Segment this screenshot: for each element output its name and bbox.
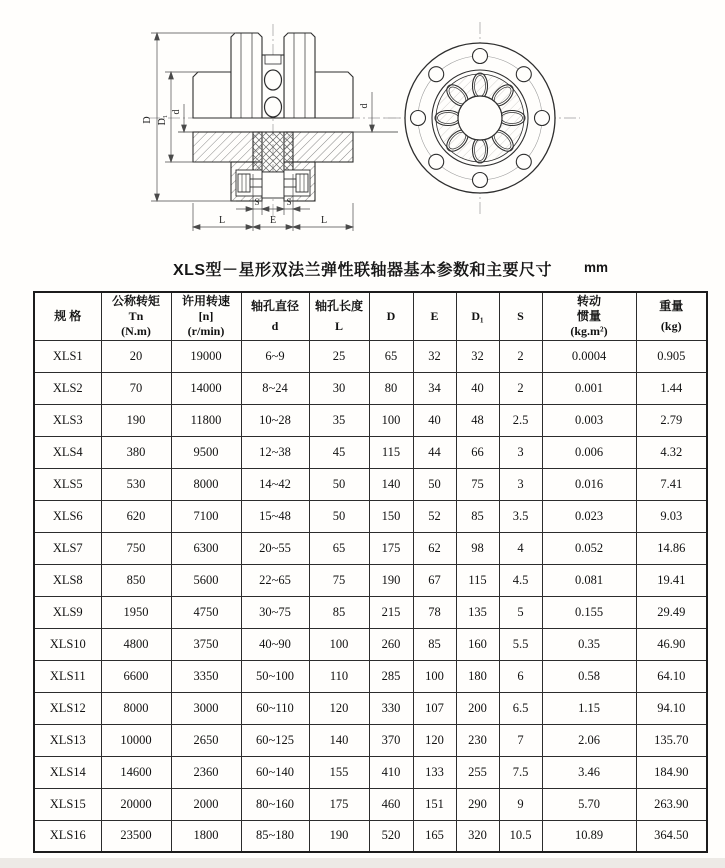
value-cell: 60~125 <box>241 724 309 756</box>
value-cell: 180 <box>456 660 499 692</box>
table-row <box>34 500 707 532</box>
spec-name-cell: XLS10 <box>34 628 101 660</box>
value-cell: 11800 <box>171 404 241 436</box>
column-header <box>456 292 499 340</box>
value-cell: 1950 <box>101 596 171 628</box>
value-cell: 263.90 <box>636 788 707 820</box>
value-cell: 29.49 <box>636 596 707 628</box>
value-cell: 34 <box>413 372 456 404</box>
column-header <box>171 292 241 340</box>
value-cell: 2360 <box>171 756 241 788</box>
value-cell: 85 <box>309 596 369 628</box>
value-cell: 4.32 <box>636 436 707 468</box>
value-cell: 20000 <box>101 788 171 820</box>
value-cell: 115 <box>369 436 413 468</box>
value-cell: 190 <box>309 820 369 852</box>
column-header <box>34 292 101 340</box>
value-cell: 3.5 <box>499 500 542 532</box>
value-cell: 200 <box>456 692 499 724</box>
value-cell: 46.90 <box>636 628 707 660</box>
header-line: 公称转矩 <box>111 294 160 309</box>
value-cell: 190 <box>369 564 413 596</box>
spec-name-cell: XLS7 <box>34 532 101 564</box>
value-cell: 85 <box>413 628 456 660</box>
value-cell: 50 <box>309 500 369 532</box>
value-cell: 85~180 <box>241 820 309 852</box>
value-cell: 10.5 <box>499 820 542 852</box>
value-cell: 0.081 <box>542 564 636 596</box>
value-cell: 115 <box>456 564 499 596</box>
header-row <box>34 292 707 340</box>
value-cell: 94.10 <box>636 692 707 724</box>
value-cell: 2.06 <box>542 724 636 756</box>
value-cell: 175 <box>309 788 369 820</box>
value-cell: 7.5 <box>499 756 542 788</box>
value-cell: 10~28 <box>241 404 309 436</box>
header-line: 轴孔直径 <box>250 299 299 314</box>
header-line: 许用转速 <box>181 294 230 309</box>
value-cell: 0.155 <box>542 596 636 628</box>
spec-name-cell: XLS1 <box>34 340 101 372</box>
unit-label: mm <box>584 260 609 275</box>
coupling-technical-drawing <box>0 0 725 252</box>
value-cell: 5.70 <box>542 788 636 820</box>
value-cell: 175 <box>369 532 413 564</box>
value-cell: 40 <box>456 372 499 404</box>
table-row <box>34 692 707 724</box>
dim-label-D1: D₁ <box>157 114 168 126</box>
value-cell: 4800 <box>101 628 171 660</box>
value-cell: 8000 <box>171 468 241 500</box>
value-cell: 6~9 <box>241 340 309 372</box>
header-line: Tn <box>128 308 144 323</box>
value-cell: 19.41 <box>636 564 707 596</box>
value-cell: 110 <box>309 660 369 692</box>
table-row <box>34 340 707 372</box>
value-cell: 12~38 <box>241 436 309 468</box>
value-cell: 750 <box>101 532 171 564</box>
table-row <box>34 564 707 596</box>
value-cell: 44 <box>413 436 456 468</box>
spec-name-cell: XLS2 <box>34 372 101 404</box>
value-cell: 135.70 <box>636 724 707 756</box>
header-line: (r/min) <box>187 323 225 338</box>
value-cell: 0.052 <box>542 532 636 564</box>
value-cell: 3 <box>499 436 542 468</box>
table-row <box>34 756 707 788</box>
value-cell: 3350 <box>171 660 241 692</box>
value-cell: 150 <box>369 500 413 532</box>
value-cell: 32 <box>413 340 456 372</box>
table-row <box>34 596 707 628</box>
dim-label-d-right: d <box>359 103 370 109</box>
spec-name-cell: XLS8 <box>34 564 101 596</box>
value-cell: 0.006 <box>542 436 636 468</box>
value-cell: 1800 <box>171 820 241 852</box>
header-line: (N.m) <box>121 323 151 338</box>
value-cell: 155 <box>309 756 369 788</box>
value-cell: 330 <box>369 692 413 724</box>
value-cell: 8000 <box>101 692 171 724</box>
header-line: d <box>271 318 279 333</box>
page-title: XLS型－星形双法兰弹性联轴器基本参数和主要尺寸 <box>172 262 553 279</box>
table-row <box>34 724 707 756</box>
value-cell: 4.5 <box>499 564 542 596</box>
value-cell: 3.46 <box>542 756 636 788</box>
header-line: L <box>334 318 343 333</box>
value-cell: 15~48 <box>241 500 309 532</box>
header-line: E <box>430 308 439 323</box>
dim-label-L-left: L <box>218 215 226 226</box>
header-line: S <box>517 308 524 323</box>
value-cell: 19000 <box>171 340 241 372</box>
value-cell: 2 <box>499 340 542 372</box>
value-cell: 4 <box>499 532 542 564</box>
value-cell: 165 <box>413 820 456 852</box>
value-cell: 0.58 <box>542 660 636 692</box>
value-cell: 75 <box>456 468 499 500</box>
header-line: 轴孔长度 <box>314 299 363 314</box>
value-cell: 120 <box>309 692 369 724</box>
value-cell: 530 <box>101 468 171 500</box>
value-cell: 30 <box>309 372 369 404</box>
value-cell: 50 <box>413 468 456 500</box>
value-cell: 65 <box>369 340 413 372</box>
value-cell: 5 <box>499 596 542 628</box>
value-cell: 1.44 <box>636 372 707 404</box>
value-cell: 32 <box>456 340 499 372</box>
value-cell: 65 <box>309 532 369 564</box>
spec-name-cell: XLS5 <box>34 468 101 500</box>
value-cell: 320 <box>456 820 499 852</box>
value-cell: 14000 <box>171 372 241 404</box>
section-view <box>178 33 398 201</box>
value-cell: 520 <box>369 820 413 852</box>
value-cell: 66 <box>456 436 499 468</box>
value-cell: 6.5 <box>499 692 542 724</box>
value-cell: 5600 <box>171 564 241 596</box>
table-row <box>34 436 707 468</box>
value-cell: 255 <box>456 756 499 788</box>
table-row <box>34 788 707 820</box>
value-cell: 100 <box>309 628 369 660</box>
value-cell: 2 <box>499 372 542 404</box>
column-header <box>101 292 171 340</box>
spec-name-cell: XLS13 <box>34 724 101 756</box>
value-cell: 2.5 <box>499 404 542 436</box>
table-row <box>34 660 707 692</box>
value-cell: 10.89 <box>542 820 636 852</box>
value-cell: 80 <box>369 372 413 404</box>
value-cell: 260 <box>369 628 413 660</box>
value-cell: 75 <box>309 564 369 596</box>
value-cell: 67 <box>413 564 456 596</box>
table-row <box>34 628 707 660</box>
value-cell: 184.90 <box>636 756 707 788</box>
table-row <box>34 468 707 500</box>
value-cell: 70 <box>101 372 171 404</box>
header-line: 规 格 <box>54 308 82 323</box>
value-cell: 0.905 <box>636 340 707 372</box>
page-bottom-strip <box>0 858 725 868</box>
value-cell: 9 <box>499 788 542 820</box>
spec-name-cell: XLS12 <box>34 692 101 724</box>
value-cell: 9.03 <box>636 500 707 532</box>
header-line: 重量 <box>659 299 684 314</box>
header-line: [n] <box>198 308 214 323</box>
value-cell: 45 <box>309 436 369 468</box>
dim-label-d-left: d <box>171 109 182 115</box>
value-cell: 100 <box>413 660 456 692</box>
value-cell: 23500 <box>101 820 171 852</box>
value-cell: 14.86 <box>636 532 707 564</box>
column-header <box>369 292 413 340</box>
spec-name-cell: XLS15 <box>34 788 101 820</box>
column-header <box>542 292 636 340</box>
value-cell: 20 <box>101 340 171 372</box>
value-cell: 0.003 <box>542 404 636 436</box>
spec-name-cell: XLS16 <box>34 820 101 852</box>
value-cell: 10000 <box>101 724 171 756</box>
front-view <box>405 43 555 193</box>
column-header <box>241 292 309 340</box>
value-cell: 0.35 <box>542 628 636 660</box>
value-cell: 60~140 <box>241 756 309 788</box>
value-cell: 151 <box>413 788 456 820</box>
value-cell: 64.10 <box>636 660 707 692</box>
value-cell: 7 <box>499 724 542 756</box>
value-cell: 1.15 <box>542 692 636 724</box>
value-cell: 40~90 <box>241 628 309 660</box>
value-cell: 50 <box>309 468 369 500</box>
value-cell: 22~65 <box>241 564 309 596</box>
header-line: 惯量 <box>576 308 601 323</box>
value-cell: 6300 <box>171 532 241 564</box>
dim-label-E: E <box>269 215 277 226</box>
value-cell: 30~75 <box>241 596 309 628</box>
header-line: (kg.m²) <box>570 323 608 338</box>
value-cell: 190 <box>101 404 171 436</box>
value-cell: 140 <box>369 468 413 500</box>
header-line: D₁ <box>471 308 484 323</box>
value-cell: 98 <box>456 532 499 564</box>
value-cell: 215 <box>369 596 413 628</box>
spec-name-cell: XLS4 <box>34 436 101 468</box>
value-cell: 380 <box>101 436 171 468</box>
value-cell: 120 <box>413 724 456 756</box>
value-cell: 370 <box>369 724 413 756</box>
value-cell: 8~24 <box>241 372 309 404</box>
value-cell: 20~55 <box>241 532 309 564</box>
value-cell: 230 <box>456 724 499 756</box>
column-header <box>413 292 456 340</box>
value-cell: 620 <box>101 500 171 532</box>
value-cell: 62 <box>413 532 456 564</box>
value-cell: 52 <box>413 500 456 532</box>
value-cell: 100 <box>369 404 413 436</box>
table-row <box>34 532 707 564</box>
value-cell: 3 <box>499 468 542 500</box>
value-cell: 290 <box>456 788 499 820</box>
value-cell: 135 <box>456 596 499 628</box>
value-cell: 14~42 <box>241 468 309 500</box>
value-cell: 410 <box>369 756 413 788</box>
spec-table <box>33 291 708 853</box>
table-row <box>34 404 707 436</box>
value-cell: 3750 <box>171 628 241 660</box>
value-cell: 5.5 <box>499 628 542 660</box>
value-cell: 7100 <box>171 500 241 532</box>
value-cell: 160 <box>456 628 499 660</box>
value-cell: 4750 <box>171 596 241 628</box>
column-header <box>636 292 707 340</box>
dim-label-S-right: S <box>286 197 292 207</box>
spec-name-cell: XLS14 <box>34 756 101 788</box>
table-row <box>34 372 707 404</box>
value-cell: 2650 <box>171 724 241 756</box>
value-cell: 2000 <box>171 788 241 820</box>
value-cell: 85 <box>456 500 499 532</box>
header-line: D <box>386 308 396 323</box>
spec-name-cell: XLS3 <box>34 404 101 436</box>
value-cell: 460 <box>369 788 413 820</box>
spec-name-cell: XLS9 <box>34 596 101 628</box>
value-cell: 0.001 <box>542 372 636 404</box>
value-cell: 6600 <box>101 660 171 692</box>
table-row <box>34 820 707 852</box>
value-cell: 285 <box>369 660 413 692</box>
spec-name-cell: XLS11 <box>34 660 101 692</box>
value-cell: 364.50 <box>636 820 707 852</box>
value-cell: 140 <box>309 724 369 756</box>
value-cell: 80~160 <box>241 788 309 820</box>
value-cell: 40 <box>413 404 456 436</box>
value-cell: 850 <box>101 564 171 596</box>
dim-label-D: D <box>142 116 153 124</box>
value-cell: 6 <box>499 660 542 692</box>
value-cell: 107 <box>413 692 456 724</box>
value-cell: 9500 <box>171 436 241 468</box>
value-cell: 0.0004 <box>542 340 636 372</box>
value-cell: 50~100 <box>241 660 309 692</box>
value-cell: 2.79 <box>636 404 707 436</box>
column-header <box>309 292 369 340</box>
value-cell: 133 <box>413 756 456 788</box>
value-cell: 60~110 <box>241 692 309 724</box>
value-cell: 78 <box>413 596 456 628</box>
value-cell: 7.41 <box>636 468 707 500</box>
spec-name-cell: XLS6 <box>34 500 101 532</box>
dim-label-S-left: S <box>254 197 260 207</box>
dim-label-L-right: L <box>320 215 328 226</box>
value-cell: 25 <box>309 340 369 372</box>
header-line: (kg) <box>660 318 682 333</box>
value-cell: 35 <box>309 404 369 436</box>
header-line: 转动 <box>576 294 601 309</box>
column-header <box>499 292 542 340</box>
value-cell: 14600 <box>101 756 171 788</box>
value-cell: 3000 <box>171 692 241 724</box>
value-cell: 48 <box>456 404 499 436</box>
value-cell: 0.016 <box>542 468 636 500</box>
value-cell: 0.023 <box>542 500 636 532</box>
